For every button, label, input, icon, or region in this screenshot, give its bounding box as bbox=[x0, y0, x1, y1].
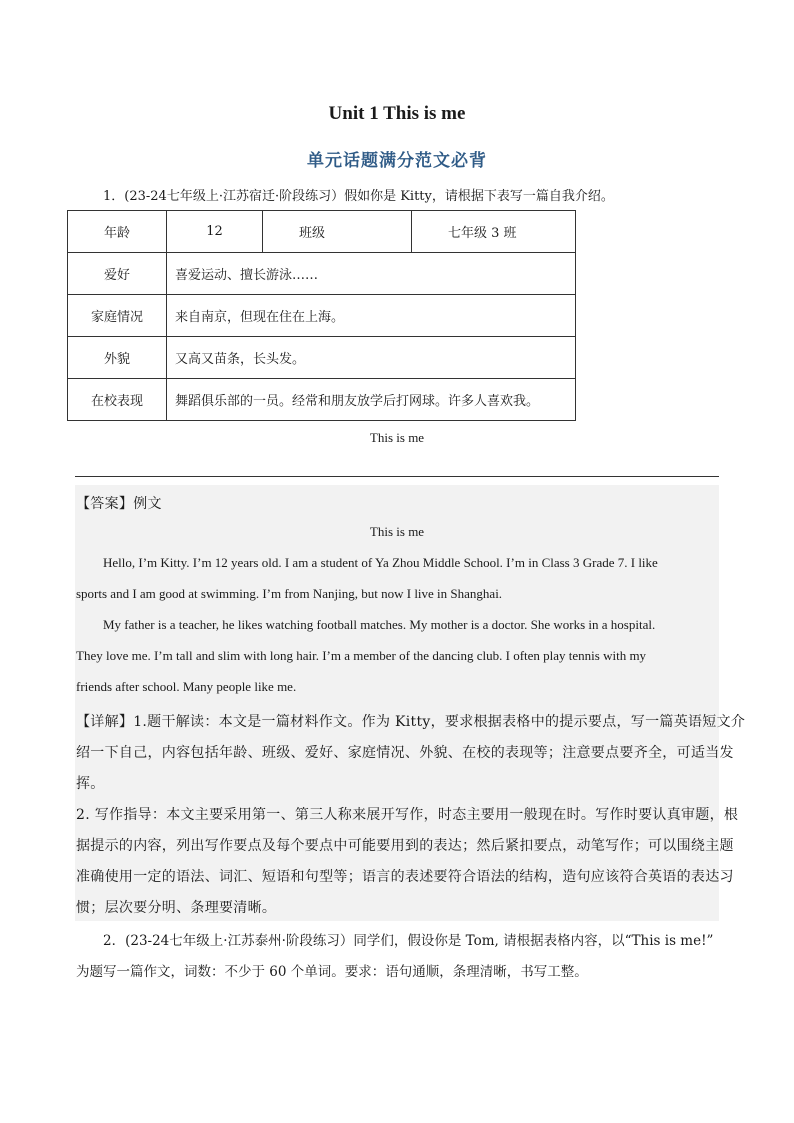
answer-essay-title: This is me bbox=[369, 524, 425, 539]
answer-line: They love me. I’m tall and slim with long hair. I’m a member of the dancing club. I often play tennis with my bbox=[76, 648, 647, 663]
school-value: 舞蹈俱乐部的一员。经常和朋友放学后打网球。许多人喜欢我。 bbox=[167, 379, 576, 421]
table-row bbox=[68, 379, 576, 421]
answer-line: Hello, I’m Kitty. I’m 12 years old. I am a student of Ya Zhou Middle School. I’m in Class 3 Grade 7. I like bbox=[103, 555, 658, 570]
family-value: 来自南京，但现在住在上海。 bbox=[167, 295, 576, 337]
age-label: 年龄 bbox=[68, 211, 167, 253]
answer-heading: 【答案】例文 bbox=[76, 496, 162, 512]
detail-line: 【详解】1.题干解读：本文是一篇材料作文。作为 Kitty，要求根据表格中的提示要点，写一篇英语短文介 bbox=[76, 714, 746, 730]
detail-line: 挥。 bbox=[76, 776, 105, 792]
page-subtitle: 单元话题满分范文必背 bbox=[307, 151, 487, 171]
answer-line: sports and I am good at swimming. I’m from Nanjing, but now I live in Shanghai. bbox=[76, 586, 503, 601]
table-row bbox=[68, 295, 576, 337]
detail-line: 绍一下自己，内容包括年龄、班级、爱好、家庭情况、外貌、在校的表现等；注意要点要齐全，可适当发 bbox=[76, 745, 734, 761]
school-label: 在校表现 bbox=[68, 379, 167, 421]
detail-line: 据提示的内容，列出写作要点及每个要点中可能要用到的表达；然后紧扣要点，动笔写作；可以围绕主题 bbox=[76, 838, 734, 854]
page-title: Unit 1 This is me bbox=[328, 103, 466, 124]
answer-line: friends after school. Many people like me. bbox=[76, 679, 297, 694]
age-value: 12 bbox=[167, 211, 263, 253]
family-label: 家庭情况 bbox=[68, 295, 167, 337]
table-row bbox=[68, 337, 576, 379]
detail-line: 惯；层次要分明、条理要清晰。 bbox=[76, 900, 277, 916]
hobby-label: 爱好 bbox=[68, 253, 167, 295]
appearance-value: 又高又苗条，长头发。 bbox=[167, 337, 576, 379]
divider bbox=[75, 476, 719, 477]
detail-line: 准确使用一定的语法、词汇、短语和句型等；语言的表述要符合语法的结构，造句应该符合英语的表达习 bbox=[76, 869, 734, 885]
question-1-prompt: 1．(23-24七年级上·江苏宿迁·阶段练习）假如你是 Kitty，请根据下表写一篇自我介绍。 bbox=[103, 189, 614, 204]
essay-title: This is me bbox=[369, 430, 425, 445]
answer-background bbox=[75, 485, 746, 921]
question-2-prompt: 为题写一篇作文，词数：不少于 60 个单词。要求：语句通顺，条理清晰，书写工整。 bbox=[76, 964, 588, 980]
appearance-label: 外貌 bbox=[68, 337, 167, 379]
answer-line: My father is a teacher, he likes watching football matches. My mother is a doctor. She works in a hospital. bbox=[103, 617, 656, 632]
table-row bbox=[68, 253, 576, 295]
class-value: 七年级 3 班 bbox=[412, 211, 576, 253]
hobby-value: 喜爱运动、擅长游泳…… bbox=[167, 253, 576, 295]
info-table bbox=[67, 210, 576, 421]
detail-line: 2. 写作指导：本文主要采用第一、第三人称来展开写作，时态主要用一般现在时。写作时要认真审题，根 bbox=[76, 807, 739, 823]
class-label: 班级 bbox=[263, 211, 412, 253]
question-2-prompt: 2．(23-24七年级上·江苏泰州·阶段练习）同学们，假设你是 Tom, 请根据表格内容，以“This is me!” bbox=[103, 933, 714, 949]
table-row bbox=[68, 211, 576, 253]
